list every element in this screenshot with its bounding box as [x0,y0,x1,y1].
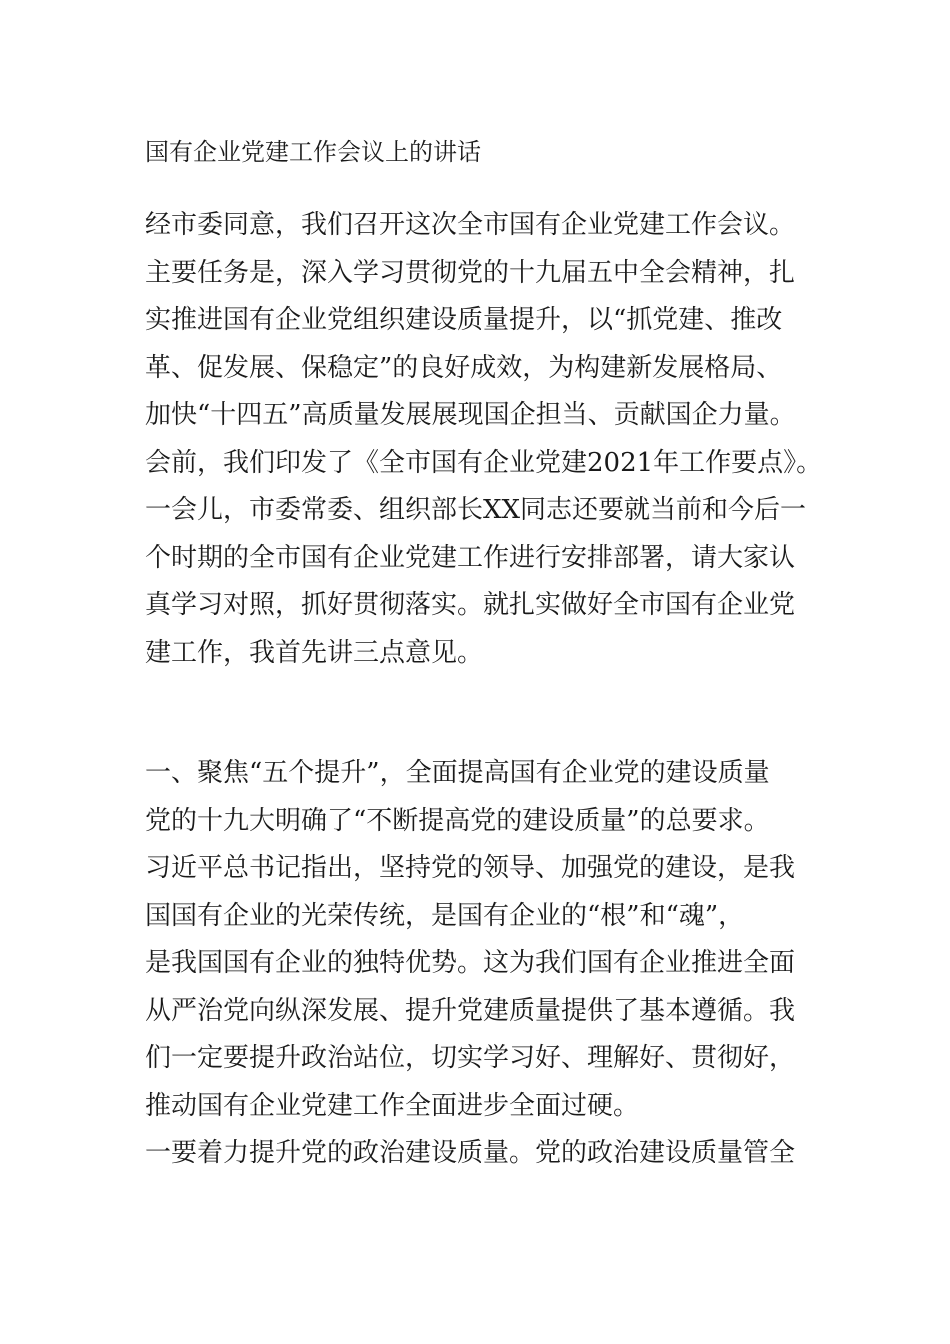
text-line: 真学习对照，抓好贯彻落实。就扎实做好全市国有企业党 [145,590,796,620]
text-line: 一要着力提升党的政治建设质量。党的政治建设质量管全 [145,1138,796,1168]
section-one-paragraph [145,750,825,1178]
text-line: 会前，我们印发了《全市国有企业党建2021年工作要点》。 [145,447,823,478]
text-line: 从严治党向纵深发展、提升党建质量提供了基本遵循。我 [145,995,796,1026]
text-line: 是我国国有企业的独特优势。这为我们国有企业推进全面 [145,948,796,978]
text-line: 经市委同意，我们召开这次全市国有企业党建工作会议。 [145,210,796,240]
text-line: 习近平总书记指出，坚持党的领导、加强党的建设，是我 [145,853,796,883]
section-heading: 一、聚焦“五个提升”，全面提高国有企业党的建设质量 [145,758,770,788]
text-line: 个时期的全市国有企业党建工作进行安排部署，请大家认 [145,542,796,573]
text-line: 推动国有企业党建工作全面进步全面过硬。 [145,1090,640,1121]
text-line: 们一定要提升政治站位，切实学习好、理解好、贯彻好， [145,1043,796,1073]
text-line: 加快“十四五”高质量发展展现国企担当、贡献国企力量。 [145,400,796,430]
text-line: 国国有企业的光荣传统，是国有企业的“根”和“魂”， [145,900,745,931]
text-line: 革、促发展、保稳定”的良好成效，为构建新发展格局、 [145,352,783,383]
text-line: 一会儿，市委常委、组织部长XX同志还要就当前和今后一 [145,495,807,525]
text-line: 建工作，我首先讲三点意见。 [145,637,484,668]
text-line: 实推进国有企业党组织建设质量提升，以“抓党建、推改 [145,305,783,335]
intro-paragraph [145,202,825,677]
text-line: 党的十九大明确了“不断提高党的建设质量”的总要求。 [145,805,770,836]
document-title: 国有企业党建工作会议上的讲话 [145,138,481,166]
text-line: 主要任务是，深入学习贯彻党的十九届五中全会精神，扎 [145,257,796,288]
